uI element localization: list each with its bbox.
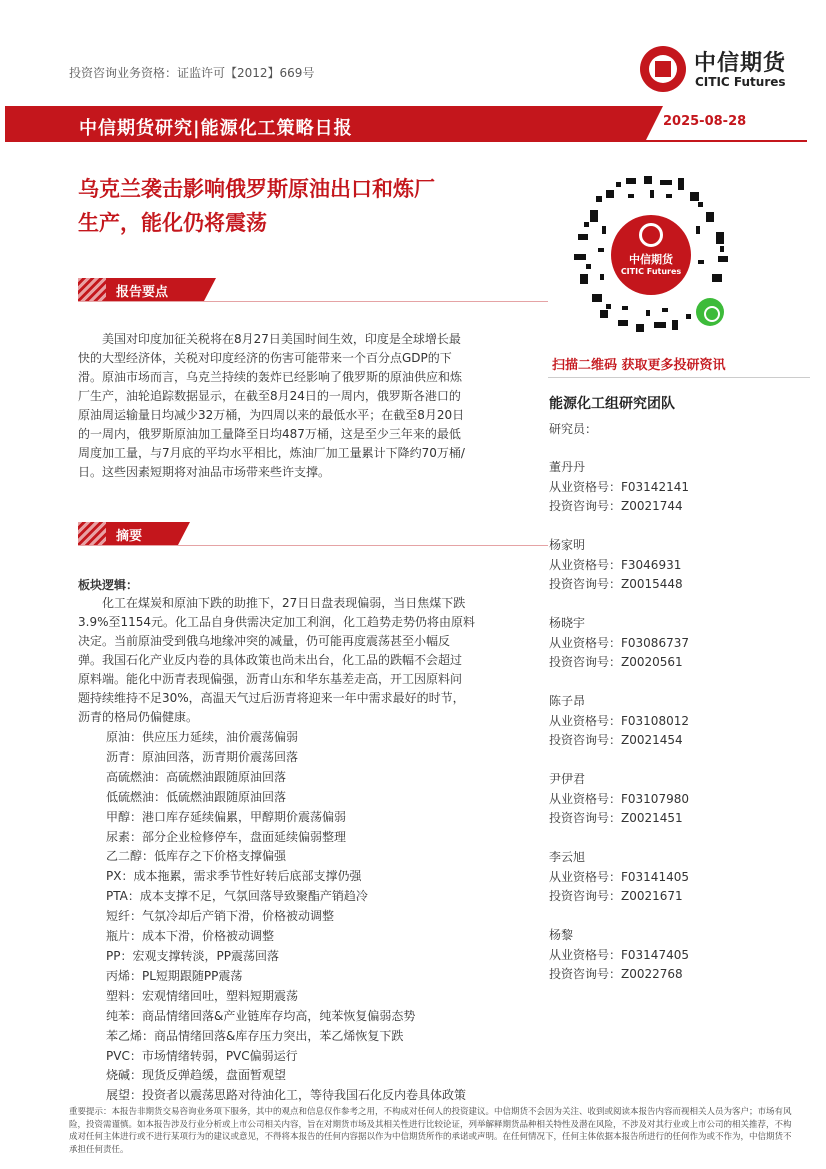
list-item: PTA：成本支撑不足，气氛回落导致聚酯产销趋冷: [106, 889, 368, 904]
researcher-consult: 投资咨询号：Z0021671: [549, 889, 683, 903]
key-points-paragraph: 美国对印度加征关税将在8月27日美国时间生效，印度是全球增长最 快的大型经济体，关税对印度经济的伤害可能带来一个百分点GDP的下 滑。原油市场而言，乌克兰持续的轰炸已经影响了俄罗斯的原油供应和炼 厂生产，油轮追踪数据显示，在截至8月24日的一周内，俄罗斯各港口的 原油周运输量日均减少32万桶，为四周以来的最低水平；在截至8月20日 的一周内，俄罗斯原油加工量降至日均487万桶，这是至少三年来的最低 周度加工量，与7月底的平均水平相比，炼油厂加工量累计下降约70万桶/ 日。这些因素短期将对油品市场带来些许支撑。: [78, 332, 465, 479]
logo-en: CITIC Futures: [695, 75, 786, 89]
citic-futures-logo: [640, 44, 810, 96]
list-item: 甲醇：港口库存延续偏累，甲醇期价震荡偏弱: [106, 809, 347, 824]
list-item: PX：成本拖累，需求季节性好转后底部支撑仍强: [106, 869, 362, 884]
researcher-name: 杨黎: [549, 928, 574, 942]
scan-qr-caption: 扫描二维码 获取更多投研资讯: [552, 358, 726, 373]
report-banner: [5, 106, 807, 142]
list-item: 乙二醇：低库存之下价格支撑偏强: [106, 849, 287, 864]
list-item: 展望：投资者以震荡思路对待油化工，等待我国石化反内卷具体政策: [106, 1088, 467, 1103]
researcher-entry: [549, 848, 769, 926]
researcher-name: 尹伊君: [549, 772, 586, 786]
list-item: 纯苯：商品情绪回落&产业链库存均高，纯苯恢复偏弱态势: [106, 1008, 416, 1023]
sidebar-divider: [548, 377, 810, 378]
list-item: 尿素：部分企业检修停车，盘面延续偏弱整理: [106, 829, 347, 844]
list-item: 高硫燃油：高硫燃油跟随原油回落: [106, 769, 287, 784]
list-item: PVC：市场情绪转弱，PVC偏弱运行: [106, 1048, 298, 1063]
legal-disclaimer: 重要提示：本报告非期货交易咨询业务项下服务，其中的观点和信息仅作参考之用，不构成对任何人的投资建议。中信期货不会因为关注、收到或阅读本报告内容而视相关人员为客户；市场有风险，投资需谨慎。如本报告涉及行业分析或上市公司相关内容，旨在对期货市场及其相关性进行比较论证，列举解释期货品种相关特性及潜在风险，不涉及对其行业或上市公司的相关推荐，不构成对任何主体进行或不进行某项行为的建议或意见，不得将本报告的任何内容据以作为中信期货所作的承诺或声明。在任何情况下，任何主体依据本报告所进行的任何作为或不作为，中信期货不承担任何责任。: [69, 1107, 792, 1155]
summary-section-header: [78, 522, 548, 546]
researcher-entry: [549, 692, 769, 770]
researcher-entry: [549, 458, 769, 536]
key-points-section-header: [78, 278, 548, 302]
citic-logo-icon: [640, 46, 686, 92]
researcher-consult: 投资咨询号：Z0022768: [549, 967, 683, 981]
researcher-name: 陈子昂: [549, 694, 586, 708]
qr-code[interactable]: [566, 170, 736, 340]
list-item: 苯乙烯：商品情绪回落&库存压力突出，苯乙烯恢复下跌: [106, 1028, 404, 1043]
summary-paragraph: 化工在煤炭和原油下跌的助推下，27日日盘表现偏弱，当日焦煤下跌 3.9%至1154元。化工品自身供需决定加工利润，化工趋势走势仍将由原料 决定。当前原油受到俄乌地缘冲突的减量，仍可能再度震荡甚至小幅反 弹。我国石化产业反内卷的具体政策也尚未出台，化工品的跌幅不会超过 原料端。能化中沥青表现偏强，沥青山东和华东基差走高，开工因原料问 题持续维持不足30%，高温天气过后沥青将迎来一年中需求最好的时节， 沥青的格局仍偏健康。: [78, 596, 476, 724]
team-subtitle: 研究员：: [549, 422, 598, 436]
headline: 乌克兰袭击影响俄罗斯原油出口和炼厂 生产，能化仍将震荡: [78, 177, 435, 235]
researcher-consult: 投资咨询号：Z0021454: [549, 733, 683, 747]
logo-cn: 中信期货: [694, 51, 787, 76]
citic-logo-icon: [639, 223, 663, 247]
wechat-miniprogram-icon: [696, 298, 724, 326]
list-item: 短纤：气氛冷却后产销下滑，价格被动调整: [106, 909, 335, 924]
researcher-consult: 投资咨询号：Z0020561: [549, 655, 683, 669]
researcher-license: 从业资格号：F03141405: [549, 869, 689, 884]
researcher-license: 从业资格号：F03107980: [549, 791, 689, 806]
researcher-consult: 投资咨询号：Z0015448: [549, 577, 683, 591]
list-item: 低硫燃油：低硫燃油跟随原油回落: [106, 789, 287, 804]
sector-logic-heading: 板块逻辑：: [78, 578, 139, 592]
list-item: PP：宏观支撑转淡，PP震荡回落: [106, 948, 279, 963]
researcher-license: 从业资格号：F03142141: [549, 479, 689, 494]
report-series-title: 中信期货研究|能源化工策略日报: [79, 118, 353, 139]
researcher-license: 从业资格号：F03108012: [549, 713, 689, 728]
list-item: 烧碱：现货反弹趋缓，盘面暂观望: [106, 1068, 287, 1083]
list-item: 丙烯：PL短期跟随PP震荡: [106, 968, 243, 983]
researcher-entry: [549, 536, 769, 614]
researcher-name: 杨家明: [549, 538, 586, 552]
researcher-name: 杨晓宇: [549, 616, 586, 630]
researcher-consult: 投资咨询号：Z0021451: [549, 811, 683, 825]
researcher-entry: [549, 614, 769, 692]
list-item: 瓶片：成本下滑，价格被动调整: [106, 929, 275, 944]
researcher-name: 李云旭: [549, 850, 586, 864]
list-item: 原油：供应压力延续，油价震荡偏弱: [106, 730, 299, 744]
researcher-consult: 投资咨询号：Z0021744: [549, 499, 683, 513]
qr-center-logo: 中信期货 CITIC Futures: [611, 215, 691, 295]
license-text: 投资咨询业务资格：证监许可【2012】669号: [69, 66, 315, 80]
summary-tag: 摘要: [78, 522, 178, 545]
report-date: 2025-08-28: [663, 114, 747, 129]
researcher-list: [549, 458, 769, 1004]
key-points-tag: 报告要点: [78, 278, 204, 301]
researcher-name: 董丹丹: [549, 460, 586, 474]
researcher-license: 从业资格号：F03086737: [549, 635, 689, 650]
product-outlook-list: [106, 728, 526, 1106]
list-item: 塑料：宏观情绪回吐，塑料短期震荡: [106, 988, 299, 1003]
researcher-license: 从业资格号：F03147405: [549, 947, 689, 962]
researcher-license: 从业资格号：F3046931: [549, 557, 682, 572]
team-title: 能源化工组研究团队: [549, 396, 675, 412]
researcher-entry: [549, 770, 769, 848]
list-item: 沥青：原油回落，沥青期价震荡回落: [106, 749, 299, 764]
researcher-entry: [549, 926, 769, 1004]
